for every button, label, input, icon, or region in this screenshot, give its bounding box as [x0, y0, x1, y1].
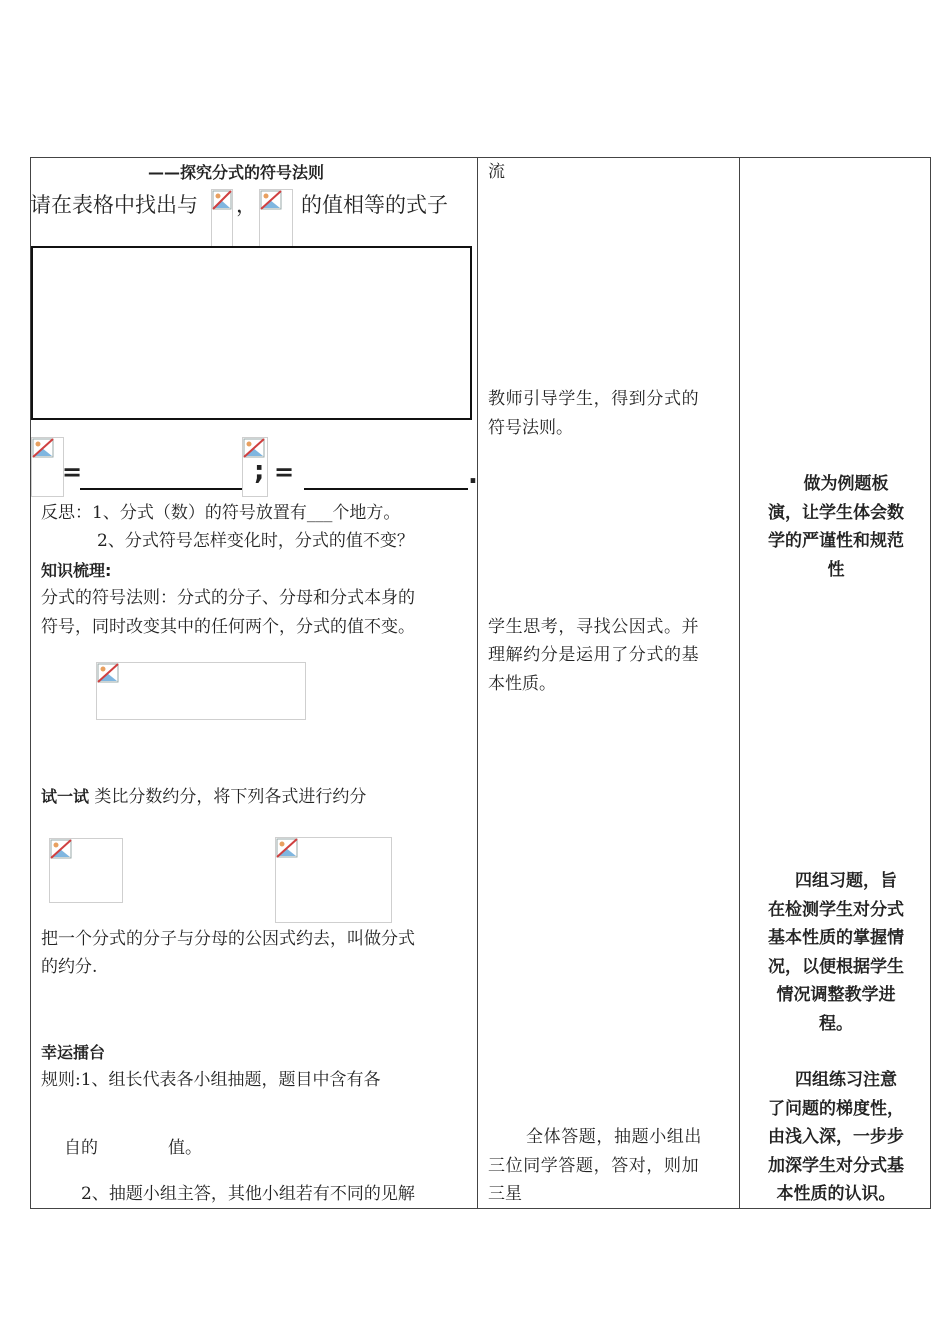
design-note-2-line: 况，以便根据学生	[768, 956, 904, 977]
design-note-2-line: 程。	[819, 1013, 853, 1034]
sign-rule-line-1: 分式的符号法则：分式的分子、分母和分式本身的	[41, 588, 415, 608]
equation-end: .	[468, 460, 478, 490]
design-note-1-line: 演，让学生体会数	[768, 502, 904, 523]
design-note-3-line: 本性质的认识。	[776, 1184, 896, 1204]
exercise-image-1	[49, 838, 123, 903]
design-note-3-line: 由浅入深，一步步	[768, 1127, 904, 1147]
fraction-image-1	[211, 189, 233, 247]
prompt-right: 的值相等的式子	[301, 193, 448, 217]
game-rule-2: 2、抽题小组主答，其他小组若有不同的见解	[81, 1184, 415, 1204]
answer-rule-1: 全体答题，抽题小组出	[526, 1127, 702, 1147]
teacher-guide-1: 教师引导学生，得到分式的	[488, 389, 700, 409]
broken-image-icon	[212, 190, 232, 212]
broken-image-icon	[97, 663, 121, 685]
design-note-3-line: 加深学生对分式基	[768, 1155, 904, 1176]
student-think-1: 学生思考，寻找公因式。并	[488, 617, 700, 637]
game-rule-1-line-1: 规则:1、组长代表各小组抽题，题目中含有各	[41, 1070, 381, 1090]
game-rule-1-line-2a: 自的	[64, 1138, 98, 1158]
design-note-1	[746, 470, 926, 584]
equals-sign-2: =	[274, 458, 295, 486]
prompt-left: 请在表格中找出与	[30, 193, 198, 217]
exercise-image-2	[275, 837, 392, 923]
design-note-1-line: 性	[827, 559, 845, 580]
reduction-definition-1: 把一个分式的分子与分母的公因式约去，叫做分式	[41, 929, 415, 949]
column-divider-1	[477, 157, 478, 1209]
broken-image-icon	[260, 190, 284, 212]
broken-image-icon	[276, 838, 300, 860]
answer-blank-2	[304, 470, 468, 490]
answer-blank-1	[80, 470, 248, 490]
design-note-3-line: 四组练习注意	[795, 1070, 897, 1090]
student-think-2: 理解约分是运用了分式的基	[488, 645, 700, 665]
reflection-1: 反思：1、分式（数）的符号放置有___个地方。	[41, 503, 401, 523]
knowledge-heading: 知识梳理:	[41, 561, 112, 580]
prompt-comma: ，	[236, 193, 257, 217]
rule-formula-image	[96, 662, 306, 720]
answer-rule-3: 三星	[488, 1184, 522, 1204]
fraction-image-2	[259, 189, 293, 247]
try-heading: 试一试	[41, 787, 90, 806]
equals-sign-1: =	[62, 458, 83, 486]
game-rule-1-line-2b: 值。	[168, 1138, 202, 1158]
design-note-3	[746, 1066, 926, 1209]
column-divider-2	[739, 157, 740, 1209]
teacher-guide-2: 符号法则。	[488, 418, 573, 438]
expression-table-box	[31, 246, 472, 420]
design-note-2-line: 在检测学生对分式	[768, 899, 904, 920]
design-note-2-line: 情况调整教学进	[776, 985, 896, 1005]
lucky-heading: 幸运擂台	[41, 1043, 106, 1062]
design-note-1-line: 学的严谨性和规范	[768, 531, 904, 551]
student-think-3: 本性质。	[488, 674, 556, 694]
design-note-2-line: 四组习题，旨	[795, 871, 897, 891]
sign-rule-line-2: 符号，同时改变其中的任何两个，分式的值不变。	[41, 617, 415, 637]
prompt-line	[30, 190, 198, 220]
design-note-2	[746, 867, 926, 1038]
design-note-3-line: 了问题的梯度性，	[768, 1098, 904, 1119]
equation-image-1	[31, 437, 64, 497]
col2-top: 流	[488, 162, 505, 182]
answer-rule-2: 三位同学答题，答对，则加	[488, 1156, 700, 1176]
section-title: ——探究分式的符号法则	[148, 163, 325, 182]
design-note-2-line: 基本性质的掌握情	[768, 928, 904, 948]
equation-separator: ;	[254, 456, 265, 486]
broken-image-icon	[50, 839, 74, 861]
broken-image-icon	[32, 438, 56, 460]
try-text: 类比分数约分，将下列各式进行约分	[94, 787, 367, 807]
reflection-2: 2、分式符号怎样变化时，分式的值不变？	[97, 531, 414, 551]
reduction-definition-2: 的约分.	[41, 957, 98, 977]
design-note-1-line: 做为例题板	[803, 474, 889, 494]
try-line	[41, 782, 366, 812]
table-right-border	[930, 157, 931, 1209]
